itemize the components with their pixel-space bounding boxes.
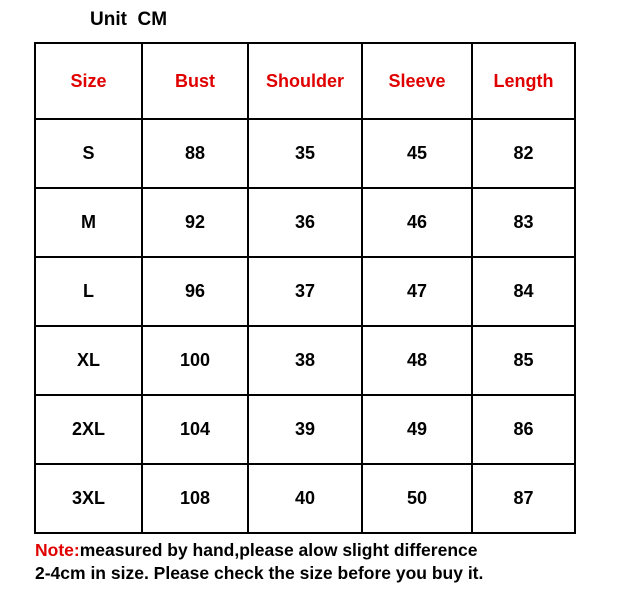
cell-shoulder: 38 (248, 326, 362, 395)
cell-length: 85 (472, 326, 575, 395)
header-length: Length (472, 43, 575, 119)
cell-bust: 96 (142, 257, 248, 326)
cell-bust: 100 (142, 326, 248, 395)
cell-sleeve: 50 (362, 464, 472, 533)
table-row (35, 119, 575, 188)
table-row (35, 257, 575, 326)
size-note (35, 539, 483, 585)
header-bust: Bust (142, 43, 248, 119)
cell-size: S (35, 119, 142, 188)
table-row (35, 464, 575, 533)
cell-shoulder: 37 (248, 257, 362, 326)
cell-sleeve: 49 (362, 395, 472, 464)
note-line-1 (35, 539, 483, 562)
cell-length: 84 (472, 257, 575, 326)
cell-sleeve: 48 (362, 326, 472, 395)
cell-sleeve: 47 (362, 257, 472, 326)
cell-size: XL (35, 326, 142, 395)
cell-bust: 92 (142, 188, 248, 257)
cell-length: 86 (472, 395, 575, 464)
table-row (35, 395, 575, 464)
cell-sleeve: 46 (362, 188, 472, 257)
cell-shoulder: 35 (248, 119, 362, 188)
cell-size: 2XL (35, 395, 142, 464)
table-row (35, 188, 575, 257)
table-row (35, 326, 575, 395)
header-shoulder: Shoulder (248, 43, 362, 119)
cell-size: 3XL (35, 464, 142, 533)
size-chart-table (34, 42, 576, 534)
cell-shoulder: 36 (248, 188, 362, 257)
cell-shoulder: 39 (248, 395, 362, 464)
header-sleeve: Sleeve (362, 43, 472, 119)
cell-shoulder: 40 (248, 464, 362, 533)
cell-length: 82 (472, 119, 575, 188)
unit-label: Unit CM (90, 9, 168, 30)
cell-bust: 88 (142, 119, 248, 188)
cell-size: L (35, 257, 142, 326)
note-text-1: measured by hand,please alow slight difference (79, 540, 478, 560)
table-header-row (35, 43, 575, 119)
cell-bust: 104 (142, 395, 248, 464)
cell-bust: 108 (142, 464, 248, 533)
note-prefix: Note: (35, 540, 80, 560)
cell-length: 87 (472, 464, 575, 533)
note-line-2: 2-4cm in size. Please check the size before you buy it. (35, 563, 484, 583)
cell-size: M (35, 188, 142, 257)
cell-sleeve: 45 (362, 119, 472, 188)
cell-length: 83 (472, 188, 575, 257)
header-size: Size (35, 43, 142, 119)
